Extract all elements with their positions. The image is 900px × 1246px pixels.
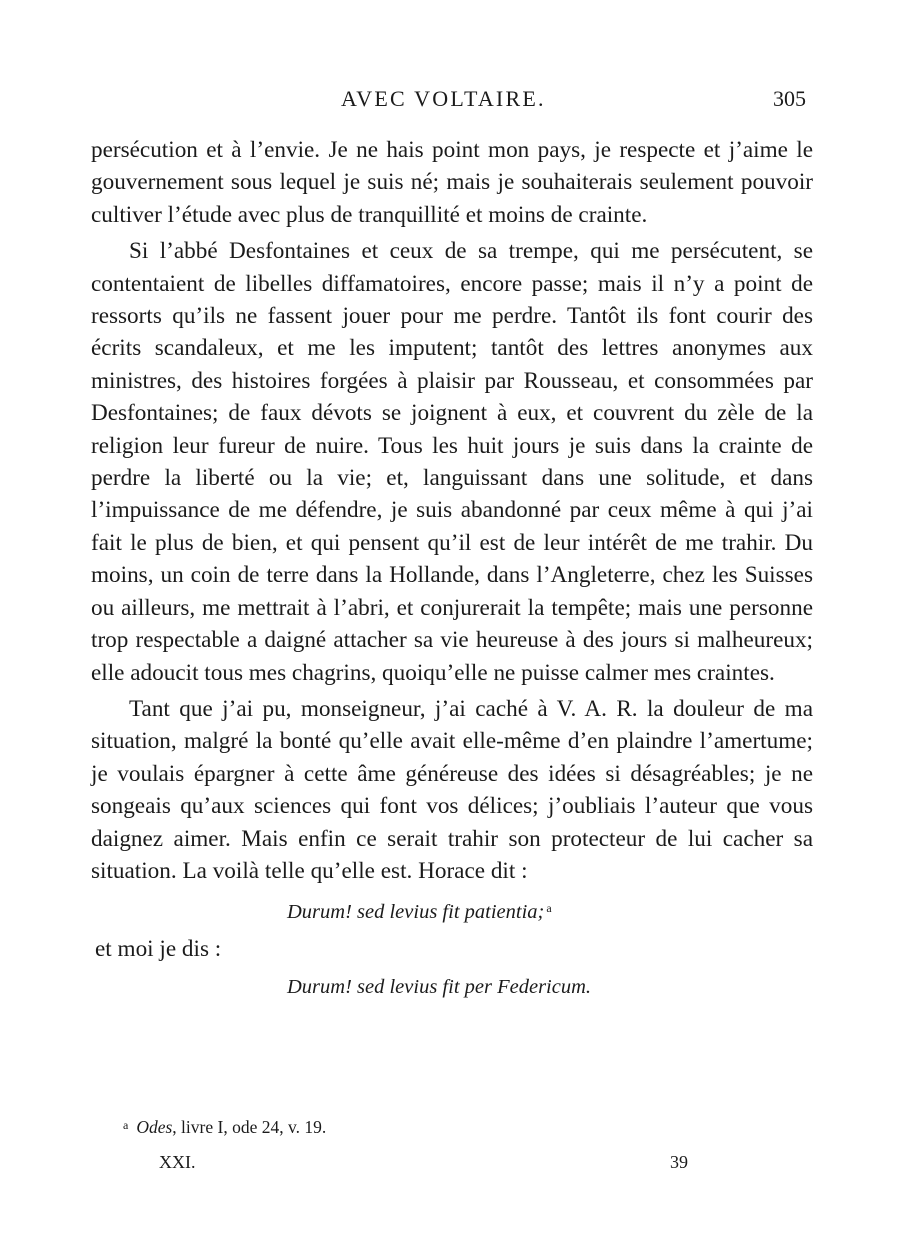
page-number: 305 (773, 86, 806, 111)
horace-quote (91, 893, 813, 927)
footnote-work-title: Odes (136, 1117, 173, 1137)
main-text (91, 134, 813, 1006)
paragraph-2: Si l’abbé Desfontaines et ceux de sa trempe, qui me persécutent, se contentaient de libelles diffamatoires, encore passe; mais il n’y a point de ressorts qu’ils ne fassent jouer pour me perdre. Tantôt ils font courir des écrits scandaleux, et me les imputent; tantôt des lettres anonymes aux ministres, des histoires forgées à plaisir par Rousseau, et consommées par Desfontaines; de faux dévots se joignent à eux, et couvrent du zèle de la religion leur fureur de nuire. Tous les huit jours je suis dans la crainte de perdre la liberté ou la vie; et, languissant dans une solitude, et dans l’impuissance de me défendre, je suis abandonné par ceux même à qui j’ai fait le plus de bien, et qui pensent qu’il est de leur intérêt de me trahir. Du moins, un coin de terre dans la Hollande, dans l’Angleterre, chez les Suisses ou ailleurs, me mettrait à l’abri, et conjurerait la tempête; mais une personne trop respectable a daigné attacher sa vie heureuse à des jours si malheureux; elle adoucit tous mes chagrins, quoiqu’elle ne puisse calmer mes craintes. (91, 238, 813, 686)
author-quote: Durum! sed levius fit per Federicum. (287, 975, 592, 998)
running-title: AVEC VOLTAIRE. (341, 86, 546, 111)
footnote (123, 1117, 326, 1138)
footnote-reference-mark: a (546, 901, 552, 916)
volume-number: XXI. (159, 1152, 196, 1172)
horace-quote-text: Durum! sed levius fit patientia; (287, 901, 545, 924)
author-line: et moi je dis : (95, 936, 222, 963)
running-head (0, 86, 900, 120)
sheet-number: 39 (670, 1152, 688, 1172)
footnote-reference: , livre I, ode 24, v. 19. (172, 1117, 327, 1137)
paragraph-1: persécution et à l’envie. Je ne hais point mon pays, je respecte et j’aime le gouvernement sous lequel je suis né; mais je souhaiterais seulement pouvoir cultiver l’étude avec plus de tranquillité et moins de crainte. (91, 137, 813, 228)
footnote-mark: a (123, 1118, 129, 1132)
paragraph-3: Tant que j’ai pu, monseigneur, j’ai caché à V. A. R. la douleur de ma situation, malgré la bonté qu’elle avait elle-même d’en plaindre l’amertume; je voulais épargner à cette âme généreuse des idées si désagréables; je ne songeais qu’aux sciences qui font vos délices; j’oubliais l’auteur que vous daignez aimer. Mais enfin ce serait trahir son protecteur de lui cacher sa situation. La voilà telle qu’elle est. Horace dit : (91, 695, 813, 884)
